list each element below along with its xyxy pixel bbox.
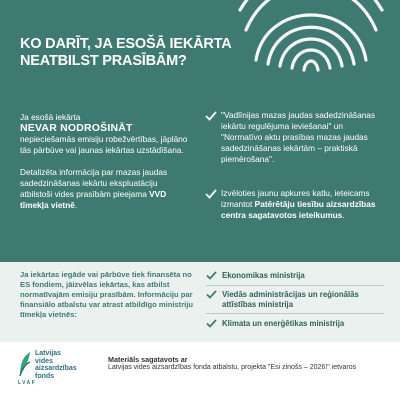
credit-title: Materiāls sagatavots ar: [108, 355, 188, 364]
ministry-climate-link[interactable]: Klimata un enerģētikas ministrija: [222, 319, 345, 328]
p2-text: Detalizēta informācija par mazas jaudas sadedzināšanas iekārtu ekspluatāciju atbilstoši vides prasībām pieejama: [20, 167, 168, 199]
credit-text: Latvijas vides aizsardzības fonda atbalstu, projekta "Esi zinošs – 2026!" ietvaros: [108, 364, 357, 371]
page-title: [20, 36, 260, 70]
check-icon: [206, 290, 217, 299]
ministry-smart-admin-link[interactable]: Viedās administrācijas un reģionālās attīstības ministrija: [222, 290, 359, 309]
vvd-link[interactable]: VVD tīmekļa vietnē: [20, 189, 167, 210]
item2-text: Izvēloties jaunu apkures katlu, ieteicams izmantot: [221, 188, 370, 209]
logo-text: [35, 350, 77, 380]
footer: [0, 342, 400, 400]
paragraph-1: [20, 112, 190, 156]
p2-end: .: [74, 200, 78, 210]
divider: [206, 313, 384, 314]
logo-line: fonds: [35, 372, 55, 380]
check-icon: [206, 271, 217, 280]
divider: [206, 285, 384, 286]
funding-text: Ja iekārtas iegāde vai pārbūve tiek finansēta no ES fondiem, jāizvēlas iekārtas, kas atbilst normatīvajām emisiju prasībām. Informāciju par finansiālo atbalstu var atrast atbildīgo ministriju tīmekļa vietnēs:: [20, 270, 194, 319]
lvaf-logo-mark-icon: [18, 350, 32, 378]
logo-line: Latvijas: [35, 350, 62, 357]
p1-emphasis: NEVAR NODROŠINĀT: [20, 122, 133, 134]
paragraph-2: [20, 167, 190, 211]
left-column: [20, 112, 190, 211]
item2-end: .: [342, 210, 345, 220]
logo-line: aizsardzības: [35, 365, 77, 373]
title-line-1: KO DARĪT, JA ESOŠĀ IEKĀRTA: [20, 36, 232, 52]
ptac-link[interactable]: Patērētāju tiesību aizsardzības centra sagatavotos ieteikumus: [221, 199, 376, 220]
p1-intro: Ja esošā iekārta: [20, 112, 81, 122]
p1-rest: nepieciešamās emisiju robežvērtības, jāplāno tās pārbūve vai jaunas iekārtas uzstādīšana.: [20, 134, 188, 155]
logo-line: vides: [35, 357, 53, 365]
check-icon: [206, 319, 217, 328]
guidelines-item: "Vadlīnijas mazas jaudas sadedzināšanas iekārtu regulējuma ieviešanai" un "Normatīvo aktu prasības mazas jaudas sadedzināšanas iekārtām – praktiskā piemērošana".: [221, 110, 376, 164]
ministry-economics-link[interactable]: Ekonomikas ministrija: [222, 271, 305, 280]
logo-abbr: LVAF: [18, 380, 37, 386]
check-icon: [205, 111, 217, 121]
boiler-advice-item: [221, 188, 386, 221]
title-line-2: NEATBILST PRASĪBĀM?: [20, 53, 187, 69]
lvaf-logo: [18, 350, 82, 386]
check-icon: [205, 189, 217, 199]
funding-panel: [0, 262, 400, 342]
